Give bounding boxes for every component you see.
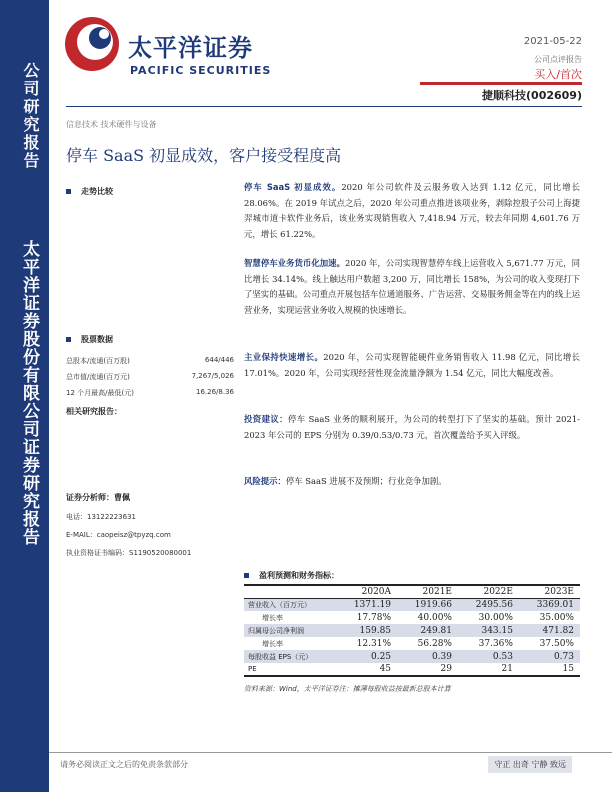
header-red-rule: [420, 82, 582, 85]
footer-disclaimer: 请务必阅读正文之后的免责条款部分: [60, 760, 188, 769]
sidebar-top-text: 公司研究报告: [21, 62, 40, 170]
footer-divider: [49, 752, 612, 753]
analyst-email[interactable]: E-MAIL：caopeisz@tpyzq.com: [66, 531, 171, 539]
table-cell: 159.85: [336, 624, 397, 637]
table-cell: 2495.56: [458, 598, 519, 611]
table-source-note: 资料来源：Wind，太平洋证券注：摊薄每股收益按最新总股本计算: [244, 685, 451, 693]
table-cell: 0.39: [397, 650, 458, 663]
table-cell: 471.82: [519, 624, 580, 637]
table-row-label: PE: [244, 663, 336, 676]
table-cell: 29: [397, 663, 458, 676]
stock-section-label: 股票数据: [66, 334, 113, 345]
report-date: 2021-05-22: [523, 36, 582, 47]
paragraph-risk: 风险提示：停车 SaaS 进展不及预期；行业竞争加剧。: [244, 476, 447, 486]
table-cell: 15: [519, 663, 580, 676]
table-row: [244, 598, 580, 611]
industry-tag: 信息技术 技术硬件与设备: [66, 120, 157, 129]
sidebar: [0, 0, 49, 792]
table-header-cell: 2020A: [336, 585, 397, 598]
table-header-cell: [244, 585, 336, 598]
stock-data-row: 总股本/流通(百万股) 644/446: [66, 356, 234, 365]
brand-name-cn: 太平洋证券: [128, 33, 253, 62]
paragraph-investment: 投资建议：停车 SaaS 业务的顺利展开，为公司的转型打下了坚实的基础。预计 2021-2023 年公司的 EPS 分别为 0.39/0.53/0.73 元，首次覆盖给予买入评级。: [244, 414, 580, 440]
table-cell: 37.50%: [539, 638, 574, 649]
table-header-cell: 2021E: [397, 585, 458, 598]
table-row-label: 营业收入（百万元）: [244, 598, 336, 611]
table-row-label: 增长率: [262, 639, 283, 648]
stock-data-row: 总市值/流通(百万元) 7,267/5,026: [66, 372, 234, 381]
table-row: [244, 663, 580, 676]
table-cell: 40.00%: [417, 612, 452, 623]
pacific-securities-logo-icon: [62, 14, 122, 74]
paragraph-saas: 停车 SaaS 初显成效。2020 年公司软件及云服务收入达到 1.12 亿元，同比增长 28.06%。在 2019 年试点之后，2020 年公司重点推进该项业务，剥除控股子公司上海捷羿城市道卡软件业务后，该业务实现销售收入 7,418.94 万元，较去年同期 4,601.76 万元，增长 61.22%。: [244, 182, 580, 239]
table-row: [244, 637, 580, 650]
table-header-row: [244, 585, 580, 598]
table-cell: 0.73: [519, 650, 580, 663]
table-cell: 249.81: [397, 624, 458, 637]
trend-section-label: 走势比较: [66, 186, 113, 197]
table-cell: 56.28%: [417, 638, 452, 649]
table-cell: 1919.66: [397, 598, 458, 611]
table-row: [244, 624, 580, 637]
analyst-label: 证券分析师：曹佩: [66, 493, 130, 502]
table-cell: 0.53: [458, 650, 519, 663]
table-cell: 37.36%: [478, 638, 513, 649]
table-cell: 30.00%: [478, 612, 513, 623]
report-type: 公司点评报告: [534, 55, 582, 64]
table-cell: 1371.19: [336, 598, 397, 611]
related-reports-label: 相关研究报告：: [66, 407, 122, 416]
table-cell: 17.78%: [356, 612, 392, 623]
stock-data-row: 12 个月最高/最低(元) 16.26/8.36: [66, 388, 234, 397]
table-header-cell: 2022E: [458, 585, 519, 598]
rating: 买入/首次: [534, 68, 582, 81]
table-cell: 343.15: [458, 624, 519, 637]
table-row-label: 归属母公司净利润: [244, 624, 336, 637]
paragraph-monetization: 智慧停车业务货币化加速。2020 年，公司实现智慧停车线上运营收入 5,671.77 万元，同比增长 34.14%。线上触达用户数超 3,200 万，同比增长 158%，为公司的收入变现打下了坚实的基础。公司重点开展包括车位通道服务、广告运营、交易服务佣金等在内的线上运营业务，实现运营业务收入规模的快速增长。: [244, 258, 581, 315]
table-row: [244, 650, 580, 663]
table-cell: 12.31%: [356, 638, 392, 649]
table-row-label: 增长率: [262, 613, 283, 622]
company-name: 捷顺科技(002609): [482, 89, 582, 102]
table-cell: 0.25: [336, 650, 397, 663]
header-divider: [66, 106, 582, 107]
table-cell: 3369.01: [519, 598, 580, 611]
report-title: 停车 SaaS 初显成效，客户接受程度高: [66, 146, 342, 165]
sidebar-bottom-text: 太平洋证券股份有限公司证券研究报告: [19, 240, 39, 546]
table-cell: 21: [458, 663, 519, 676]
analyst-license: 执业资格证书编码：S1190520080001: [66, 549, 192, 557]
table-row: [244, 611, 580, 624]
bullet-icon: [66, 337, 71, 342]
footer-motto: 守正 出奇 宁静 致远: [488, 756, 572, 773]
forecast-table: [244, 584, 580, 677]
brand-name-en: PACIFIC SECURITIES: [130, 64, 272, 77]
table-header-cell: 2023E: [519, 585, 580, 598]
paragraph-growth: 主业保持快速增长。2020 年，公司实现智能硬件业务销售收入 11.98 亿元，同比增长 17.01%。2020 年，公司实现经营性现金流量净额为 1.54 亿元，同比大幅度改善。: [244, 352, 581, 378]
table-cell: 35.00%: [539, 612, 574, 623]
bullet-icon: [66, 189, 71, 194]
table-row-label: 每股收益 EPS（元）: [244, 650, 336, 663]
forecast-table-title: 盈利预测和财务指标：: [244, 570, 339, 581]
analyst-phone: 电话：13122223631: [66, 513, 136, 521]
bullet-icon: [244, 573, 249, 578]
table-cell: 45: [336, 663, 397, 676]
